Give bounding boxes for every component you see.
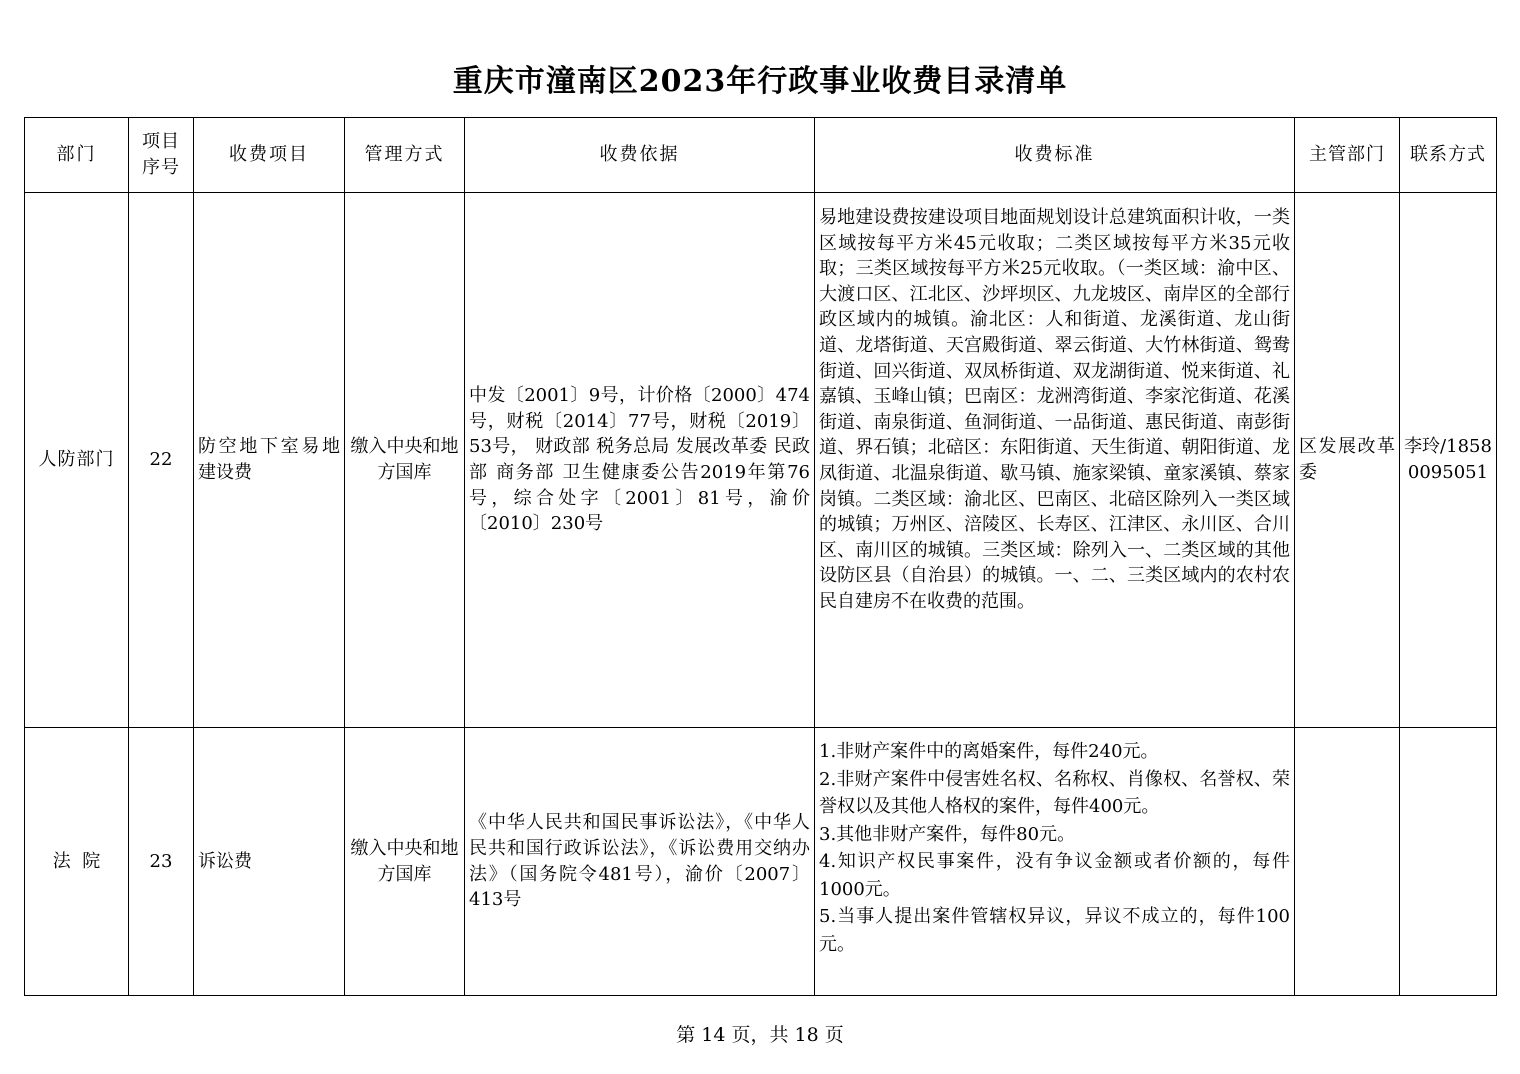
cell-authority: 区发展改革委 [1295, 193, 1400, 728]
cell-dept: 人防部门 [25, 193, 129, 728]
page-title: 重庆市潼南区2023年行政事业收费目录清单 [452, 64, 1068, 99]
table-header-row [25, 118, 1497, 193]
header-item: 收费项目 [194, 118, 345, 193]
cell-mgmt: 缴入中央和地方国库 [345, 728, 465, 996]
cell-item: 诉讼费 [194, 728, 345, 996]
cell-standard [815, 728, 1295, 996]
header-authority: 主管部门 [1295, 118, 1400, 193]
fee-table [24, 117, 1497, 996]
standard-item: 5.当事人提出案件管辖权异议，异议不成立的，每件100元。 [819, 906, 1290, 955]
cell-contact [1400, 728, 1497, 996]
cell-item: 防空地下室易地建设费 [194, 193, 345, 728]
cell-standard: 易地建设费按建设项目地面规划设计总建筑面积计收，一类区域按每平方米45元收取；二类区域按每平方米35元收取；三类区域按每平方米25元收取。（一类区域：渝中区、大渡口区、江北区、沙坪坝区、九龙坡区、南岸区的全部行政区域内的城镇。渝北区：人和街道、龙溪街道、龙山街道、龙塔街道、天宫殿街道、翠云街道、大竹林街道、鸳鸯街道、回兴街道、双凤桥街道、双龙湖街道、悦来街道、礼嘉镇、玉峰山镇；巴南区：龙洲湾街道、李家沱街道、花溪街道、南泉街道、鱼洞街道、一品街道、惠民街道、南彭街道、界石镇；北碚区：东阳街道、天生街道、朝阳街道、龙凤街道、北温泉街道、歇马镇、施家梁镇、童家溪镇、蔡家岗镇。二类区域：渝北区、巴南区、北碚区除列入一类区域的城镇；万州区、涪陵区、长寿区、江津区、永川区、合川区、南川区的城镇。三类区域：除列入一、二类区域的其他设防区县（自治县）的城镇。一、二、三类区域内的农村农民自建房不在收费的范围。 [815, 193, 1295, 728]
cell-basis: 《中华人民共和国民事诉讼法》，《中华人民共和国行政诉讼法》，《诉讼费用交纳办法》（国务院令481号），渝价〔2007〕413号 [465, 728, 815, 996]
cell-contact: 李玲/18580095051 [1400, 193, 1497, 728]
header-basis: 收费依据 [465, 118, 815, 193]
page-footer: 第 14 页，共 18 页 [676, 1024, 844, 1046]
cell-mgmt: 缴入中央和地方国库 [345, 193, 465, 728]
header-contact: 联系方式 [1400, 118, 1497, 193]
cell-dept: 法 院 [25, 728, 129, 996]
standard-item: 4.知识产权民事案件，没有争议金额或者价额的，每件1000元。 [819, 851, 1290, 900]
header-mgmt: 管理方式 [345, 118, 465, 193]
standard-item: 1.非财产案件中的离婚案件，每件240元。 [819, 741, 1159, 762]
cell-basis: 中发〔2001〕9号，计价格〔2000〕474号，财税〔2014〕77号，财税〔2019〕53号， 财政部 税务总局 发展改革委 民政部 商务部 卫生健康委公告2019年第76号，综合处字〔2001〕81号，渝价〔2010〕230号 [465, 193, 815, 728]
cell-authority [1295, 728, 1400, 996]
header-seq: 项目序号 [129, 118, 194, 193]
cell-seq: 23 [129, 728, 194, 996]
cell-seq: 22 [129, 193, 194, 728]
standard-item: 2.非财产案件中侵害姓名权、名称权、肖像权、名誉权、荣誉权以及其他人格权的案件，每件400元。 [819, 768, 1290, 817]
header-standard: 收费标准 [815, 118, 1295, 193]
standard-item: 3.其他非财产案件，每件80元。 [819, 823, 1076, 845]
table-row [25, 728, 1497, 996]
table-row [25, 193, 1497, 728]
header-dept: 部门 [25, 118, 129, 193]
